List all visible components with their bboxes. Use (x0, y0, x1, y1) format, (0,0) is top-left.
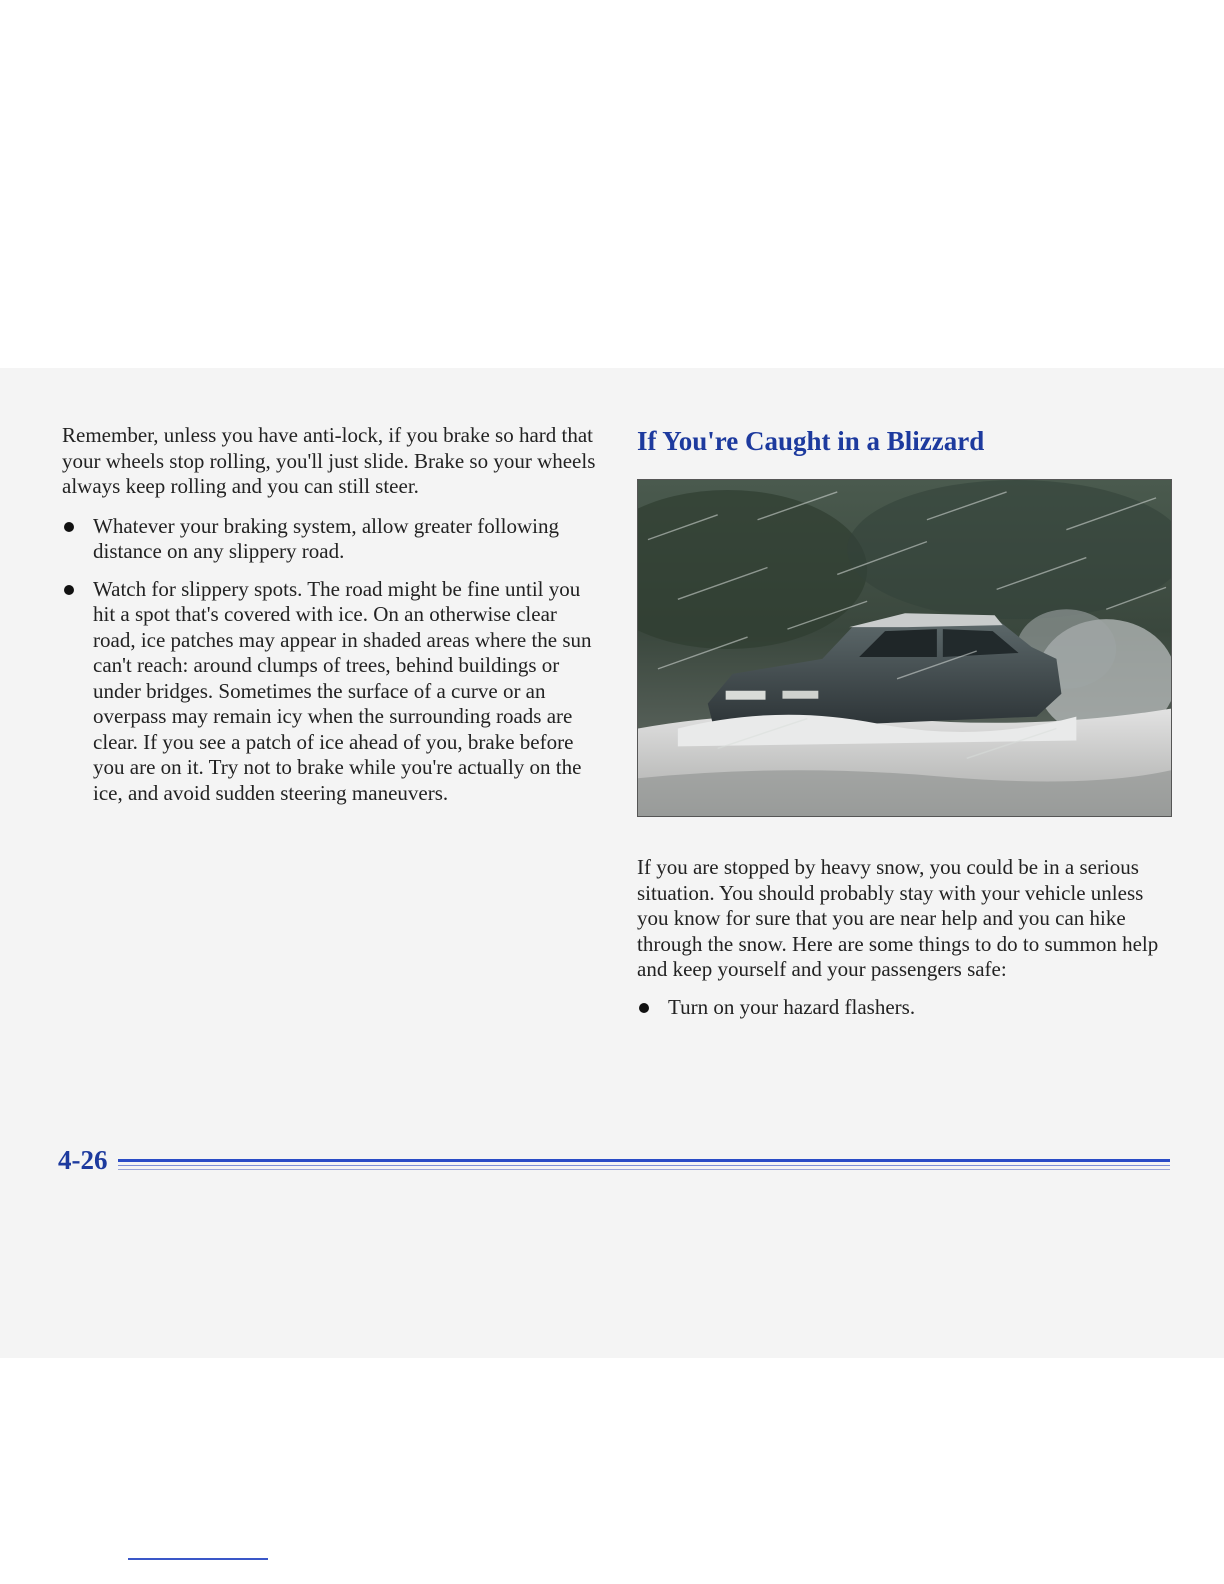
bullet-text: Turn on your hazard flashers. (668, 994, 916, 1019)
footer-rule (118, 1159, 1170, 1162)
footer-rule (118, 1165, 1170, 1166)
footer-rule (118, 1169, 1170, 1170)
intro-paragraph: Remember, unless you have anti-lock, if you brake so hard that your wheels stop rolling, you'll just slide. Brake so your wheels always keep rolling and you can still steer. (62, 423, 596, 498)
right-bullet-list (637, 995, 1172, 1021)
left-bullet-list (62, 514, 602, 807)
left-column (62, 423, 602, 818)
blizzard-paragraph: If you are stopped by heavy snow, you could be in a serious situation. You should probably stay with your vehicle unless you know for sure that you are near help and you can hike through the snow. Here are some things to do to summon help and keep yourself and your passengers safe: (637, 855, 1159, 981)
page-footer (58, 1145, 1170, 1177)
right-column (637, 423, 1172, 1020)
list-item (62, 577, 602, 807)
bullet-icon (64, 585, 74, 595)
blizzard-car-illustration (637, 479, 1172, 817)
bullet-icon (639, 1003, 649, 1013)
bullet-icon (64, 522, 74, 532)
bullet-text: Watch for slippery spots. The road might be fine until you hit a spot that's covered with ice. On an otherwise clear road, ice patches may appear in shaded areas where the sun can't reach: around clumps of trees, behind buildings or under bridges. Sometimes the surface of a curve or an overpass may remain icy when the surrounding roads are clear. If you see a patch of ice ahead of you, brake before you are on it. Try not to brake while you're actually on the ice, and avoid sudden steering maneuvers. (93, 576, 592, 805)
list-item (62, 514, 602, 565)
bullet-text: Whatever your braking system, allow greater following distance on any slippery road. (93, 513, 559, 563)
list-item (637, 995, 1172, 1021)
section-heading: If You're Caught in a Blizzard (637, 426, 985, 456)
bottom-link-underline (128, 1558, 268, 1560)
page-number: 4-26 (58, 1145, 108, 1175)
